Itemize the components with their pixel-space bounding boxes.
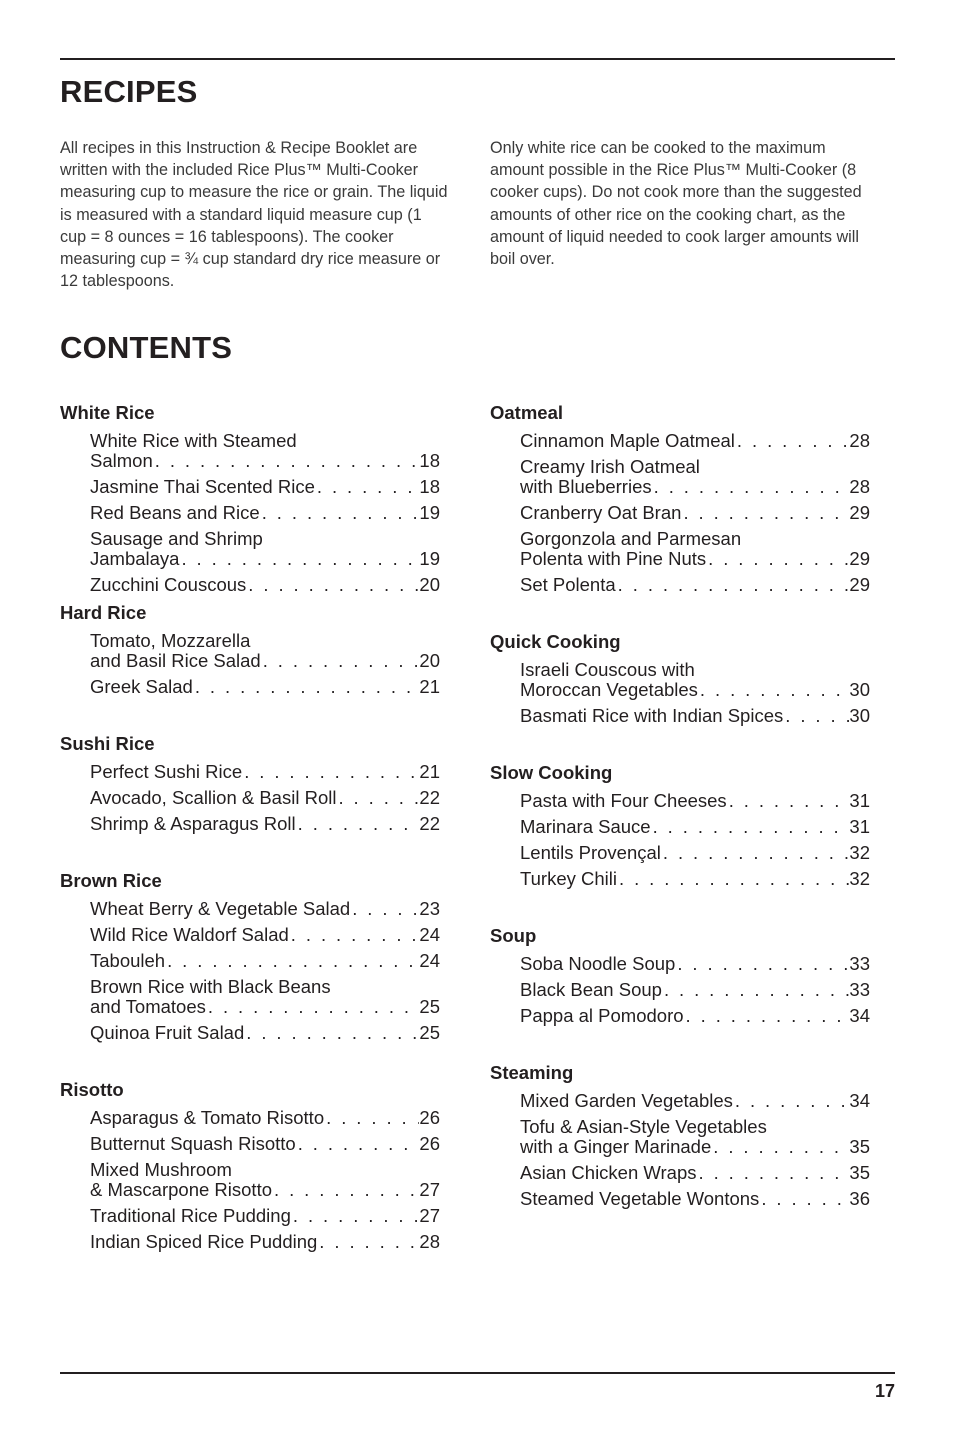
- dot-leader: [675, 954, 849, 974]
- toc-entry-page: 36: [849, 1188, 870, 1209]
- toc-entry-title: Traditional Rice Pudding: [90, 1205, 291, 1226]
- toc-entry-title: Jambalaya: [90, 548, 180, 569]
- toc-entry-page: 29: [849, 548, 870, 569]
- toc-entry-page: 25: [419, 996, 440, 1017]
- toc-entry-title: Quinoa Fruit Salad: [90, 1022, 245, 1043]
- dot-leader: [336, 788, 419, 808]
- toc-entry-title: Greek Salad: [90, 676, 193, 697]
- toc-section-title: Slow Cooking: [490, 762, 613, 783]
- section-spacer: [490, 732, 870, 761]
- toc-entry[interactable]: [520, 1006, 870, 1026]
- toc-entry[interactable]: [90, 477, 440, 497]
- toc-entry-title: Black Bean Soup: [520, 979, 662, 1000]
- dot-leader: [759, 1189, 849, 1209]
- toc-entry-title: Asparagus & Tomato Risotto: [90, 1107, 325, 1128]
- toc-entry-title: Butternut Squash Risotto: [90, 1133, 296, 1154]
- toc-entry-page: 27: [419, 1179, 440, 1200]
- toc-entry[interactable]: [520, 1163, 870, 1183]
- toc-entry-title-line1: Tomato, Mozzarella: [90, 630, 251, 651]
- toc-entry-page: 29: [849, 574, 870, 595]
- toc-section-title: Soup: [490, 925, 537, 946]
- toc-entry-title: Pappa al Pomodoro: [520, 1005, 684, 1026]
- toc-entry[interactable]: [90, 1232, 440, 1252]
- toc-section: [60, 1078, 440, 1252]
- toc-entry-title: Avocado, Scallion & Basil Roll: [90, 787, 337, 808]
- dot-leader: [206, 997, 420, 1017]
- toc-entry-page: 33: [849, 953, 870, 974]
- toc-entry-page: 32: [849, 868, 870, 889]
- intro-right-paragraph: Only white rice can be cooked to the maximum amount possible in the Rice Plus™ Multi-Cooker (8 cooker cups). Do not cook more than the suggested amounts of other rice on the cooking chart, as the amount of liquid needed to cook larger amounts will boil over.: [490, 139, 862, 269]
- toc-section: [490, 401, 870, 595]
- toc-entry-page: 28: [849, 476, 870, 497]
- toc-entry-title: Lentils Provençal: [520, 842, 661, 863]
- dot-leader: [165, 951, 419, 971]
- toc-entry[interactable]: [520, 706, 870, 726]
- section-spacer: [60, 1049, 440, 1078]
- toc-entry-page: 32: [849, 842, 870, 863]
- toc-section-title: Sushi Rice: [60, 733, 155, 754]
- toc-entry-page: 31: [849, 790, 870, 811]
- toc-entry-title: Shrimp & Asparagus Roll: [90, 813, 296, 834]
- toc-entry[interactable]: [90, 677, 440, 697]
- toc-section: [60, 732, 440, 834]
- toc-entry[interactable]: [520, 843, 870, 863]
- dot-leader: [652, 477, 850, 497]
- toc-entry-title: Polenta with Pine Nuts: [520, 548, 707, 569]
- toc-section-title: Hard Rice: [60, 602, 147, 623]
- dot-leader: [324, 1108, 419, 1128]
- toc-entry-title: and Basil Rice Salad: [90, 650, 261, 671]
- toc-entry-page: 28: [849, 430, 870, 451]
- toc-entry-title: Cinnamon Maple Oatmeal: [520, 430, 735, 451]
- toc-entry-title: Jasmine Thai Scented Rice: [90, 476, 315, 497]
- dot-leader: [179, 549, 419, 569]
- toc-entry-title: Red Beans and Rice: [90, 502, 260, 523]
- section-spacer: [490, 1032, 870, 1061]
- toc-entry-title-line1: Tofu & Asian-Style Vegetables: [520, 1116, 767, 1137]
- toc-entry-page: 22: [419, 813, 440, 834]
- toc-entry[interactable]: [520, 791, 870, 811]
- toc-entry[interactable]: [520, 1189, 870, 1209]
- toc-entry-title: Wild Rice Waldorf Salad: [90, 924, 289, 945]
- dot-leader: [661, 843, 850, 863]
- toc-entry[interactable]: [520, 869, 870, 889]
- toc-section-title: Quick Cooking: [490, 631, 621, 652]
- dot-leader: [350, 899, 419, 919]
- dot-leader: [783, 706, 849, 726]
- toc-entry-title: Wheat Berry & Vegetable Salad: [90, 898, 351, 919]
- contents-heading: CONTENTS: [60, 330, 233, 365]
- dot-leader: [296, 814, 420, 834]
- dot-leader: [706, 549, 849, 569]
- section-spacer: [490, 895, 870, 924]
- dot-leader: [735, 431, 850, 451]
- toc-entry[interactable]: [520, 529, 870, 569]
- toc-entry[interactable]: [90, 925, 440, 945]
- toc-entry-title: & Mascarpone Risotto: [90, 1179, 273, 1200]
- toc-entry-page: 19: [419, 502, 440, 523]
- toc-entry[interactable]: [90, 951, 440, 971]
- dot-leader: [296, 1134, 420, 1154]
- dot-leader: [617, 869, 849, 889]
- toc-entry-title-line1: Gorgonzola and Parmesan: [520, 528, 742, 549]
- toc-entry-title: Basmati Rice with Indian Spices: [520, 705, 784, 726]
- toc-entry-title: Tabouleh: [90, 950, 166, 971]
- dot-leader: [711, 1137, 849, 1157]
- toc-section-title: Risotto: [60, 1079, 124, 1100]
- toc-entry-title: Set Polenta: [520, 574, 616, 595]
- toc-entry[interactable]: [520, 954, 870, 974]
- toc-entry-page: 20: [419, 574, 440, 595]
- intro-left-paragraph: All recipes in this Instruction & Recipe Booklet are written with the included Rice Plus™ Multi-Cooker measuring cup to measure the rice or grain. The liquid is measured with a standard liquid measure cup (1 cup = 8 ounces = 16 tablespoons). The cooker measuring cup = ¾ cup standard dry rice measure or 12 tablespoons.: [60, 139, 448, 291]
- toc-entry-title: Asian Chicken Wraps: [520, 1162, 697, 1183]
- dot-leader: [651, 817, 850, 837]
- toc-section-title: Oatmeal: [490, 402, 564, 423]
- toc-entry-page: 19: [419, 548, 440, 569]
- dot-leader: [289, 925, 420, 945]
- dot-leader: [291, 1206, 420, 1226]
- toc-section-title: Steaming: [490, 1062, 574, 1083]
- toc-entry-page: 35: [849, 1136, 870, 1157]
- toc-entry-page: 31: [849, 816, 870, 837]
- toc-entry-title: Soba Noodle Soup: [520, 953, 676, 974]
- toc-section: [60, 601, 440, 697]
- toc-entry[interactable]: [90, 1108, 440, 1128]
- toc-entry[interactable]: [90, 977, 440, 1017]
- toc-entry[interactable]: [520, 817, 870, 837]
- toc-entry[interactable]: [520, 980, 870, 1000]
- toc-entry-title: Cranberry Oat Bran: [520, 502, 682, 523]
- toc-entry-page: 21: [419, 676, 440, 697]
- bottom-rule: [60, 1372, 895, 1374]
- contents-right-column: [490, 401, 870, 1215]
- dot-leader: [260, 503, 420, 523]
- toc-entry[interactable]: [90, 1206, 440, 1226]
- toc-entry-page: 20: [419, 650, 440, 671]
- dot-leader: [272, 1180, 419, 1200]
- toc-entry-page: 35: [849, 1162, 870, 1183]
- toc-entry-page: 27: [419, 1205, 440, 1226]
- toc-entry-title: Salmon: [90, 450, 153, 471]
- toc-entry[interactable]: [520, 660, 870, 700]
- toc-entry[interactable]: [90, 575, 440, 595]
- dot-leader: [315, 477, 420, 497]
- toc-entry-title: Perfect Sushi Rice: [90, 761, 243, 782]
- toc-section: [60, 869, 440, 1043]
- toc-entry[interactable]: [520, 503, 870, 523]
- toc-entry[interactable]: [520, 431, 870, 451]
- section-spacer: [490, 601, 870, 630]
- toc-entry[interactable]: [90, 1160, 440, 1200]
- toc-entry-title-line1: Mixed Mushroom: [90, 1159, 232, 1180]
- toc-section-title: Brown Rice: [60, 870, 162, 891]
- toc-entry-page: 30: [849, 705, 870, 726]
- toc-entry-page: 29: [849, 502, 870, 523]
- toc-entry[interactable]: [90, 1134, 440, 1154]
- toc-entry-page: 26: [419, 1107, 440, 1128]
- toc-section-title: White Rice: [60, 402, 155, 423]
- toc-section: [490, 630, 870, 726]
- toc-entry[interactable]: [90, 1023, 440, 1043]
- toc-entry-title-line1: White Rice with Steamed: [90, 430, 297, 451]
- toc-entry-title-line1: Sausage and Shrimp: [90, 528, 263, 549]
- toc-entry-title-line1: Creamy Irish Oatmeal: [520, 456, 700, 477]
- dot-leader: [153, 451, 420, 471]
- toc-entry[interactable]: [90, 529, 440, 569]
- dot-leader: [246, 575, 419, 595]
- section-spacer: [60, 703, 440, 732]
- toc-entry-title: Pasta with Four Cheeses: [520, 790, 727, 811]
- toc-section: [490, 761, 870, 889]
- contents-left-column: [60, 401, 440, 1258]
- toc-entry-title: and Tomatoes: [90, 996, 206, 1017]
- toc-entry-page: 24: [419, 924, 440, 945]
- toc-entry-page: 25: [419, 1022, 440, 1043]
- toc-entry-page: 22: [419, 787, 440, 808]
- toc-entry-title-line1: Brown Rice with Black Beans: [90, 976, 331, 997]
- toc-entry-title: Marinara Sauce: [520, 816, 651, 837]
- toc-entry-page: 26: [419, 1133, 440, 1154]
- toc-entry[interactable]: [90, 503, 440, 523]
- dot-leader: [317, 1232, 419, 1252]
- dot-leader: [261, 651, 420, 671]
- dot-leader: [244, 1023, 419, 1043]
- dot-leader: [733, 1091, 850, 1111]
- dot-leader: [697, 1163, 850, 1183]
- toc-entry-title: Steamed Vegetable Wontons: [520, 1188, 760, 1209]
- toc-entry-page: 24: [419, 950, 440, 971]
- toc-entry-title: Moroccan Vegetables: [520, 679, 698, 700]
- section-spacer: [60, 840, 440, 869]
- toc-entry-title: with Blueberries: [520, 476, 652, 497]
- dot-leader: [727, 791, 850, 811]
- toc-entry[interactable]: [90, 814, 440, 834]
- toc-entry[interactable]: [520, 1091, 870, 1111]
- toc-section: [490, 924, 870, 1026]
- dot-leader: [698, 680, 850, 700]
- toc-entry-page: 30: [849, 679, 870, 700]
- dot-leader: [616, 575, 850, 595]
- toc-entry-page: 18: [419, 450, 440, 471]
- toc-entry-page: 21: [419, 761, 440, 782]
- toc-entry[interactable]: [90, 788, 440, 808]
- toc-entry[interactable]: [90, 431, 440, 471]
- toc-section: [490, 1061, 870, 1209]
- toc-entry-page: 34: [849, 1090, 870, 1111]
- toc-entry-page: 18: [419, 476, 440, 497]
- toc-entry-page: 23: [419, 898, 440, 919]
- dot-leader: [662, 980, 849, 1000]
- dot-leader: [193, 677, 420, 697]
- toc-entry-title: with a Ginger Marinade: [520, 1136, 712, 1157]
- dot-leader: [684, 1006, 850, 1026]
- toc-entry[interactable]: [520, 1117, 870, 1157]
- toc-entry-page: 34: [849, 1005, 870, 1026]
- toc-entry-title: Mixed Garden Vegetables: [520, 1090, 733, 1111]
- toc-entry-title-line1: Israeli Couscous with: [520, 659, 695, 680]
- toc-entry-page: 28: [419, 1231, 440, 1252]
- toc-entry-title: Turkey Chili: [520, 868, 617, 889]
- recipes-heading: RECIPES: [60, 74, 198, 109]
- toc-entry-title: Indian Spiced Rice Pudding: [90, 1231, 318, 1252]
- toc-entry[interactable]: [520, 457, 870, 497]
- toc-section: [60, 401, 440, 595]
- toc-entry[interactable]: [520, 575, 870, 595]
- page-number: 17: [874, 1381, 895, 1401]
- toc-entry-title: Zucchini Couscous: [90, 574, 247, 595]
- toc-entry[interactable]: [90, 762, 440, 782]
- dot-leader: [242, 762, 419, 782]
- toc-entry[interactable]: [90, 631, 440, 671]
- toc-entry-page: 33: [849, 979, 870, 1000]
- top-rule: [60, 58, 895, 60]
- toc-entry[interactable]: [90, 899, 440, 919]
- dot-leader: [681, 503, 849, 523]
